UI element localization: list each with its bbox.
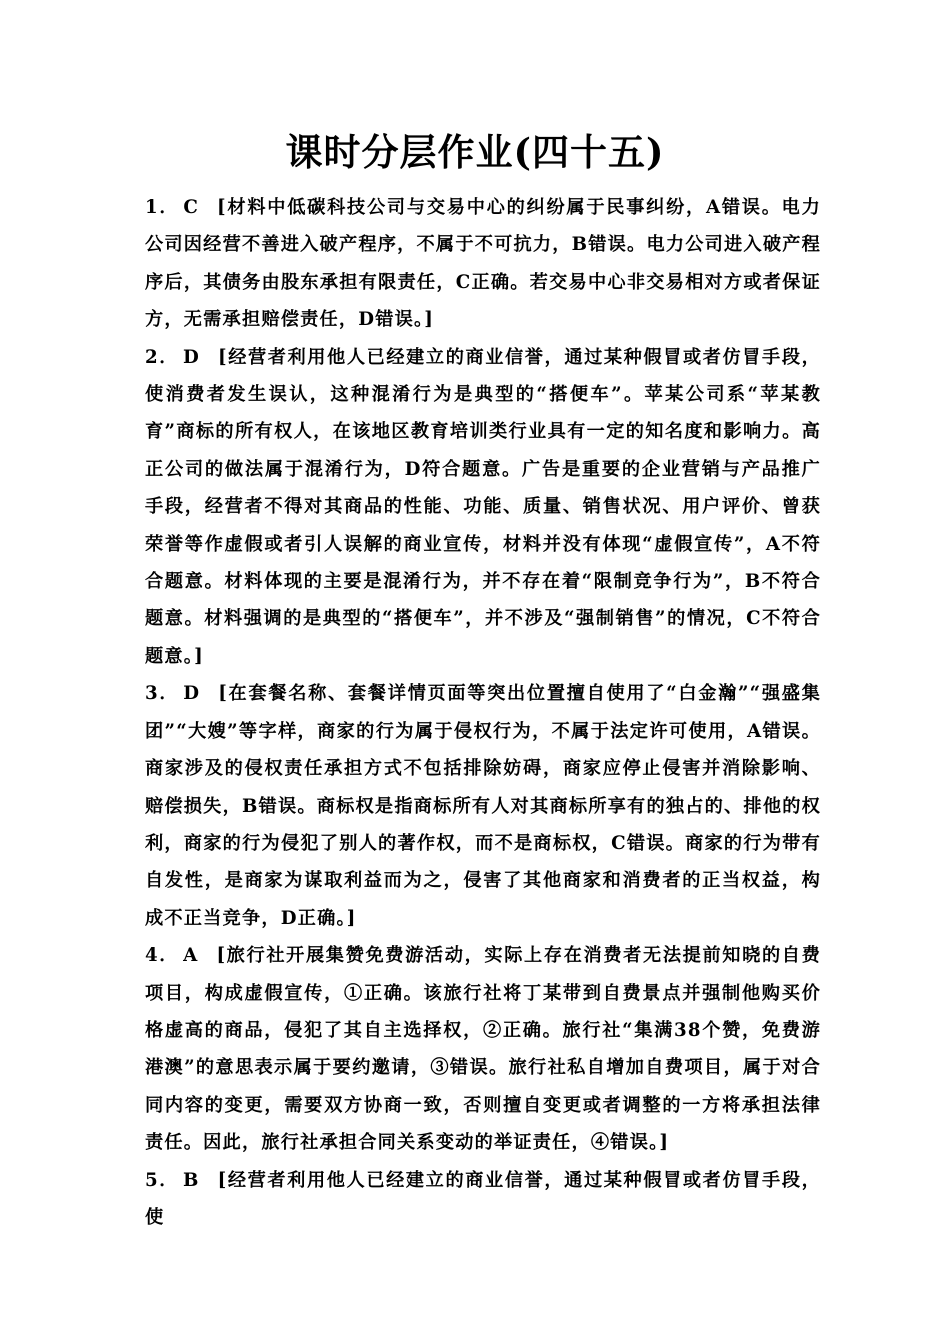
item-number: 5． (145, 1169, 180, 1191)
item-answer: A (183, 945, 199, 967)
answer-list (145, 189, 821, 1236)
item-explanation: [材料中低碳科技公司与交易中心的纠纷属于民事纠纷，A错误。电力公司因经营不善进入破产程序，不属于不可抗力，B错误。电力公司进入破产程序后，其债务由股东承担有限责任，C正确。若交易中心非交易相对方或者保证方，无需承担赔偿责任，D错误。] (145, 197, 821, 331)
item-answer: D (183, 346, 200, 368)
answer-item-4 (145, 937, 821, 1161)
item-answer: D (183, 683, 201, 705)
answer-item-1 (145, 189, 821, 339)
page-title: 课时分层作业(四十五) (285, 130, 665, 174)
item-explanation: [经营者利用他人已经建立的商业信誉，通过某种假冒或者仿冒手段，使 (145, 1169, 821, 1228)
item-answer: B (183, 1169, 200, 1191)
item-number: 2． (145, 346, 180, 368)
answer-item-5 (145, 1162, 821, 1237)
item-number: 4． (145, 945, 180, 967)
item-number: 3． (145, 683, 180, 705)
answer-item-3 (145, 675, 821, 937)
item-number: 1． (145, 197, 180, 218)
answer-item-2 (145, 339, 821, 676)
item-explanation: [在套餐名称、套餐详情页面等突出位置擅自使用了“白金瀚”“强盛集团”“大嫂”等字样，商家的行为属于侵权行为，不属于法定许可使用，A错误。商家涉及的侵权责任承担方式不包括排除妨碍，商家应停止侵害并消除影响、赔偿损失，B错误。商标权是指商标所有人对其商标所享有的独占的、排他的权利，商家的行为侵犯了别人的著作权，而不是商标权，C错误。商家的行为带有自发性，是商家为谋取利益而为之，侵害了其他商家和消费者的正当权益，构成不正当竞争，D正确。] (145, 683, 822, 929)
item-explanation: [经营者利用他人已经建立的商业信誉，通过某种假冒或者仿冒手段，使消费者发生误认，这种混淆行为是典型的“搭便车”。苹某公司系“苹某教育”商标的所有权人，在该地区教育培训类行业具有一定的知名度和影响力。高正公司的做法属于混淆行为，D符合题意。广告是重要的企业营销与产品推广手段，经营者不得对其商品的性能、功能、质量、销售状况、用户评价、曾获荣誉等作虚假或者引人误解的商业宣传，材料并没有体现“虚假宣传”，A不符合题意。材料体现的主要是混淆行为，并不存在着“限制竞争行为”，B不符合题意。材料强调的是典型的“搭便车”，并不涉及“强制销售”的情况，C不符合题意。] (145, 346, 821, 667)
item-answer: C (183, 197, 200, 218)
item-explanation: [旅行社开展集赞免费游活动，实际上存在消费者无法提前知晓的自费项目，构成虚假宣传，①正确。该旅行社将丁某带到自费景点并强制他购买价格虚高的商品，侵犯了其自主选择权，②正确。旅行社“集满38个赞，免费游港澳”的意思表示属于要约邀请，③错误。旅行社私自增加自费项目，属于对合同内容的变更，需要双方协商一致，否则擅自变更或者调整的一方将承担法律责任。因此，旅行社承担合同关系变动的举证责任，④错误。] (145, 945, 821, 1154)
